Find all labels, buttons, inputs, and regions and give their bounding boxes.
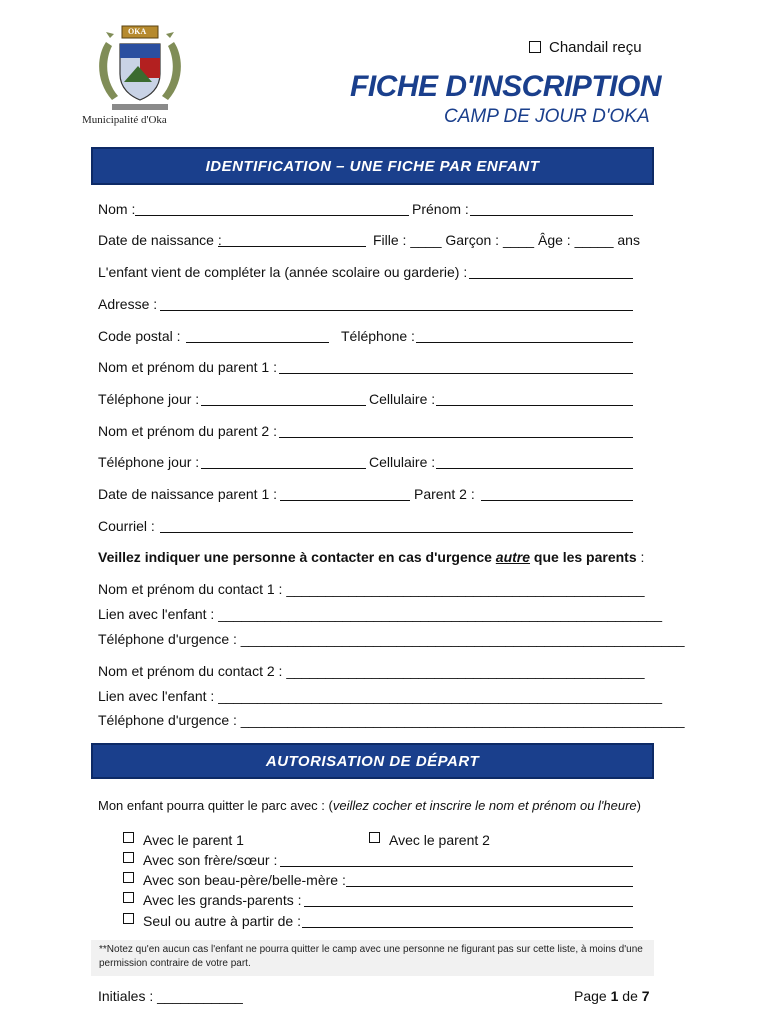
page-number: 1 [610, 988, 619, 1004]
annee-scolaire-label: L'enfant vient de compléter la (année scolaire ou garderie) : [98, 264, 468, 280]
annee-scolaire-field[interactable] [469, 278, 633, 279]
code-postal-field[interactable] [186, 342, 329, 343]
option-grands-parents-label: Avec les grands-parents : [143, 892, 302, 908]
page-title: FICHE D'INSCRIPTION [350, 70, 661, 103]
option-beau-parent-label: Avec son beau-père/belle-mère : [143, 872, 346, 888]
telephone-field[interactable] [416, 342, 633, 343]
logo-caption: Municipalité d'Oka [82, 114, 167, 126]
chandail-label: Chandail reçu [549, 39, 642, 56]
date-naissance-label: Date de naissance : [98, 232, 222, 248]
urgence-heading [98, 549, 644, 565]
adresse-field[interactable] [160, 310, 633, 311]
dn-parent2-label: Parent 2 : [414, 486, 475, 502]
departure-note: **Notez qu'en aucun cas l'enfant ne pourra quitter le camp avec une personne ne figurant pas sur cette liste, à moins d'une permission contraire de votre part. [91, 940, 654, 976]
section-autorisation-banner: AUTORISATION DE DÉPART [91, 743, 654, 779]
urgence-text-pre: Veillez indiquer une personne à contacter en cas d'urgence [98, 549, 496, 565]
cell1-label: Cellulaire : [369, 391, 436, 407]
nom-field[interactable] [135, 215, 409, 216]
telephone-label: Téléphone : [341, 328, 415, 344]
tel-jour2-field[interactable] [201, 468, 366, 469]
option-frere-soeur-field[interactable] [280, 866, 633, 867]
nom-label: Nom : [98, 201, 136, 217]
cell2-field[interactable] [436, 468, 633, 469]
tel-jour1-field[interactable] [201, 405, 366, 406]
autorisation-intro [98, 798, 641, 814]
option-parent2-checkbox[interactable] [369, 832, 380, 843]
code-postal-label: Code postal : [98, 328, 181, 344]
option-parent1-label: Avec le parent 1 [143, 832, 244, 848]
sexe-age-fields[interactable]: Fille : ____ Garçon : ____ Âge : _____ ans [373, 232, 640, 248]
urgence-text-post: que les parents [530, 549, 637, 565]
autorisation-intro-em: veillez cocher et inscrire le nom et prénom ou l'heure [332, 798, 637, 813]
parent1-label: Nom et prénom du parent 1 : [98, 359, 277, 375]
tel-urgence1-field[interactable]: Téléphone d'urgence : _________________________________________________________ [98, 631, 685, 647]
option-grands-parents-field[interactable] [304, 906, 633, 907]
autorisation-intro-text: Mon enfant pourra quitter le parc avec : ( [98, 798, 333, 813]
page-prefix: Page [574, 988, 611, 1004]
option-grands-parents-checkbox[interactable] [123, 892, 134, 903]
option-parent1-checkbox[interactable] [123, 832, 134, 843]
option-seul-autre-checkbox[interactable] [123, 913, 134, 924]
courriel-field[interactable] [160, 532, 633, 533]
autorisation-intro-end: ) [636, 798, 641, 813]
option-parent2-label: Avec le parent 2 [389, 832, 490, 848]
option-beau-parent-checkbox[interactable] [123, 872, 134, 883]
contact2-field[interactable]: Nom et prénom du contact 2 : ______________________________________________ [98, 663, 645, 679]
date-naissance-field[interactable] [218, 246, 366, 247]
page-indicator [574, 988, 650, 1004]
tel-jour1-label: Téléphone jour : [98, 391, 200, 407]
option-frere-soeur-checkbox[interactable] [123, 852, 134, 863]
parent1-field[interactable] [279, 373, 633, 374]
option-frere-soeur-label: Avec son frère/sœur : [143, 852, 278, 868]
page-subtitle: CAMP DE JOUR D'OKA [444, 106, 650, 127]
prenom-label: Prénom : [412, 201, 469, 217]
urgence-text-em: autre [495, 549, 531, 565]
page-total: 7 [641, 988, 650, 1004]
parent2-field[interactable] [279, 437, 633, 438]
option-seul-autre-field[interactable] [302, 927, 633, 928]
parent2-label: Nom et prénom du parent 2 : [98, 423, 277, 439]
urgence-text-colon: : [636, 549, 645, 565]
lien1-field[interactable]: Lien avec l'enfant : _________________________________________________________ [98, 606, 663, 622]
page-mid: de [618, 988, 642, 1004]
option-beau-parent-field[interactable] [346, 886, 633, 887]
tel-jour2-label: Téléphone jour : [98, 454, 200, 470]
courriel-label: Courriel : [98, 518, 155, 534]
adresse-label: Adresse : [98, 296, 158, 312]
contact1-field[interactable]: Nom et prénom du contact 1 : ______________________________________________ [98, 581, 645, 597]
chandail-checkbox[interactable] [529, 41, 541, 53]
prenom-field[interactable] [470, 215, 633, 216]
tel-urgence2-field[interactable]: Téléphone d'urgence : _________________________________________________________ [98, 712, 685, 728]
option-seul-autre-label: Seul ou autre à partir de : [143, 913, 301, 929]
dn-parent2-field[interactable] [481, 500, 633, 501]
dn-parent1-label: Date de naissance parent 1 : [98, 486, 278, 502]
lien2-field[interactable]: Lien avec l'enfant : _________________________________________________________ [98, 688, 663, 704]
logo-top-text: OKA [128, 27, 147, 36]
section-identification-banner: IDENTIFICATION – UNE FICHE PAR ENFANT [91, 147, 654, 185]
cell2-label: Cellulaire : [369, 454, 436, 470]
cell1-field[interactable] [436, 405, 633, 406]
dn-parent1-field[interactable] [280, 500, 410, 501]
initiales-field[interactable]: Initiales : ___________ [98, 988, 243, 1004]
